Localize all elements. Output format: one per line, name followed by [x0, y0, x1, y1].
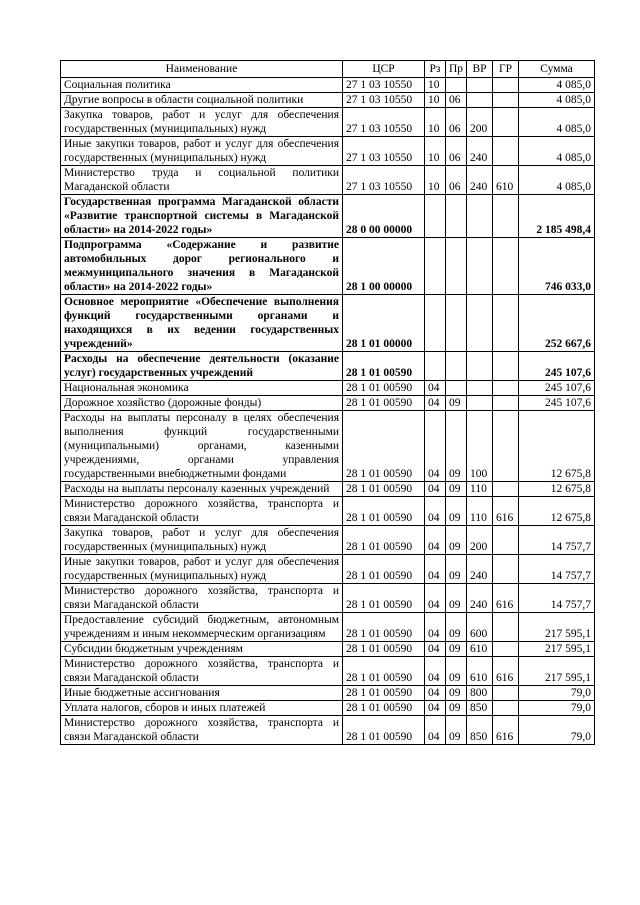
cell-sum: 4 085,0	[519, 78, 595, 93]
cell-sum: 79,0	[519, 716, 595, 745]
table-row	[61, 381, 595, 396]
cell-csr: 28 1 01 00590	[343, 497, 425, 526]
cell-rz	[425, 352, 446, 381]
cell-pr: 09	[446, 686, 467, 701]
cell-name: Министерство дорожного хозяйства, транспорта и связи Магаданской области	[61, 497, 343, 526]
cell-name: Министерство дорожного хозяйства, транспорта и связи Магаданской области	[61, 584, 343, 613]
cell-sum: 14 757,7	[519, 584, 595, 613]
cell-vr: 600	[467, 613, 493, 642]
cell-rz	[425, 238, 446, 295]
cell-rz: 04	[425, 613, 446, 642]
cell-sum: 217 595,1	[519, 613, 595, 642]
cell-pr: 09	[446, 555, 467, 584]
cell-vr: 850	[467, 701, 493, 716]
cell-csr: 28 1 01 00590	[343, 701, 425, 716]
cell-pr: 09	[446, 657, 467, 686]
cell-vr: 110	[467, 482, 493, 497]
cell-rz: 04	[425, 411, 446, 482]
cell-gr: 616	[493, 657, 519, 686]
table-row	[61, 78, 595, 93]
cell-pr: 09	[446, 411, 467, 482]
cell-csr: 28 1 01 00590	[343, 411, 425, 482]
cell-gr: 610	[493, 166, 519, 195]
cell-sum: 12 675,8	[519, 497, 595, 526]
cell-csr: 28 1 01 00590	[343, 352, 425, 381]
cell-rz: 04	[425, 701, 446, 716]
table-row	[61, 584, 595, 613]
cell-pr: 09	[446, 497, 467, 526]
cell-pr: 09	[446, 642, 467, 657]
cell-sum: 2 185 498,4	[519, 195, 595, 238]
cell-pr: 09	[446, 716, 467, 745]
cell-csr: 28 1 01 00590	[343, 584, 425, 613]
cell-gr	[493, 642, 519, 657]
cell-gr	[493, 195, 519, 238]
cell-rz: 10	[425, 108, 446, 137]
cell-sum: 245 107,6	[519, 352, 595, 381]
cell-vr: 240	[467, 584, 493, 613]
cell-name: Иные бюджетные ассигнования	[61, 686, 343, 701]
cell-pr: 09	[446, 613, 467, 642]
header-name: Наименование	[61, 61, 343, 78]
cell-vr: 610	[467, 657, 493, 686]
cell-name: Другие вопросы в области социальной политики	[61, 93, 343, 108]
cell-pr: 06	[446, 166, 467, 195]
table-row	[61, 396, 595, 411]
cell-vr: 240	[467, 555, 493, 584]
cell-gr: 616	[493, 716, 519, 745]
cell-csr: 28 1 01 00590	[343, 381, 425, 396]
table-row	[61, 93, 595, 108]
cell-gr	[493, 295, 519, 352]
cell-vr: 240	[467, 137, 493, 166]
cell-sum: 252 667,6	[519, 295, 595, 352]
cell-rz: 04	[425, 482, 446, 497]
cell-name: Расходы на выплаты персоналу в целях обеспечения выполнения функций государственными (муниципальными) органами, казенными учреждениями, органами управления государственными внебюджетными фондами	[61, 411, 343, 482]
table-row	[61, 686, 595, 701]
cell-vr: 850	[467, 716, 493, 745]
cell-gr	[493, 137, 519, 166]
cell-gr	[493, 613, 519, 642]
cell-pr	[446, 78, 467, 93]
cell-vr: 240	[467, 166, 493, 195]
cell-csr: 28 1 01 00590	[343, 555, 425, 584]
cell-rz: 04	[425, 657, 446, 686]
table-row	[61, 352, 595, 381]
cell-sum: 4 085,0	[519, 108, 595, 137]
cell-name: Социальная политика	[61, 78, 343, 93]
cell-sum: 245 107,6	[519, 396, 595, 411]
cell-rz: 04	[425, 497, 446, 526]
cell-csr: 28 1 01 00590	[343, 526, 425, 555]
cell-rz	[425, 195, 446, 238]
cell-pr: 09	[446, 482, 467, 497]
cell-rz: 04	[425, 642, 446, 657]
cell-name: Иные закупки товаров, работ и услуг для обеспечения государственных (муниципальных) нужд	[61, 555, 343, 584]
cell-pr	[446, 238, 467, 295]
cell-csr: 28 1 01 00590	[343, 686, 425, 701]
cell-pr	[446, 381, 467, 396]
cell-vr: 200	[467, 108, 493, 137]
cell-pr: 06	[446, 137, 467, 166]
cell-rz: 10	[425, 78, 446, 93]
cell-csr: 28 1 01 00590	[343, 642, 425, 657]
cell-vr: 800	[467, 686, 493, 701]
cell-vr	[467, 396, 493, 411]
cell-rz: 04	[425, 396, 446, 411]
cell-gr	[493, 701, 519, 716]
cell-csr: 28 1 01 00590	[343, 613, 425, 642]
cell-vr	[467, 93, 493, 108]
cell-sum: 12 675,8	[519, 482, 595, 497]
table-row	[61, 642, 595, 657]
cell-pr: 09	[446, 396, 467, 411]
cell-gr	[493, 108, 519, 137]
cell-vr	[467, 352, 493, 381]
cell-vr: 610	[467, 642, 493, 657]
table-header-row	[61, 61, 595, 78]
cell-csr: 27 1 03 10550	[343, 108, 425, 137]
header-pr: Пр	[446, 61, 467, 78]
cell-gr	[493, 352, 519, 381]
cell-sum: 217 595,1	[519, 657, 595, 686]
cell-csr: 28 1 01 00590	[343, 716, 425, 745]
cell-csr: 28 1 01 00000	[343, 295, 425, 352]
header-vr: ВР	[467, 61, 493, 78]
cell-name: Министерство труда и социальной политики Магаданской области	[61, 166, 343, 195]
table-row	[61, 701, 595, 716]
budget-table	[60, 60, 595, 745]
cell-gr	[493, 238, 519, 295]
cell-gr	[493, 686, 519, 701]
cell-sum: 12 675,8	[519, 411, 595, 482]
table-row	[61, 482, 595, 497]
cell-gr	[493, 411, 519, 482]
cell-sum: 746 033,0	[519, 238, 595, 295]
cell-vr	[467, 295, 493, 352]
cell-rz: 10	[425, 137, 446, 166]
table-row	[61, 238, 595, 295]
cell-vr: 100	[467, 411, 493, 482]
cell-csr: 28 0 00 00000	[343, 195, 425, 238]
cell-name: Предоставление субсидий бюджетным, автономным учреждениям и иным некоммерческим организациям	[61, 613, 343, 642]
header-gr: ГР	[493, 61, 519, 78]
table-row	[61, 526, 595, 555]
cell-sum: 14 757,7	[519, 526, 595, 555]
table-row	[61, 497, 595, 526]
cell-vr: 200	[467, 526, 493, 555]
cell-rz: 04	[425, 686, 446, 701]
cell-pr: 09	[446, 701, 467, 716]
cell-sum: 79,0	[519, 701, 595, 716]
cell-csr: 28 1 01 00590	[343, 482, 425, 497]
cell-rz: 04	[425, 716, 446, 745]
table-body	[61, 78, 595, 745]
cell-name: Государственная программа Магаданской области «Развитие транспортной системы в Магаданской области» на 2014-2022 годы»	[61, 195, 343, 238]
cell-gr	[493, 93, 519, 108]
cell-csr: 28 1 00 00000	[343, 238, 425, 295]
cell-rz: 04	[425, 526, 446, 555]
table-row	[61, 613, 595, 642]
cell-name: Закупка товаров, работ и услуг для обеспечения государственных (муниципальных) нужд	[61, 108, 343, 137]
cell-vr: 110	[467, 497, 493, 526]
table-row	[61, 716, 595, 745]
cell-pr	[446, 295, 467, 352]
cell-gr: 616	[493, 497, 519, 526]
cell-name: Министерство дорожного хозяйства, транспорта и связи Магаданской области	[61, 657, 343, 686]
header-csr: ЦСР	[343, 61, 425, 78]
cell-name: Субсидии бюджетным учреждениям	[61, 642, 343, 657]
cell-rz: 04	[425, 584, 446, 613]
cell-csr: 28 1 01 00590	[343, 396, 425, 411]
table-row	[61, 411, 595, 482]
table-row	[61, 295, 595, 352]
cell-pr: 06	[446, 108, 467, 137]
cell-vr	[467, 195, 493, 238]
cell-name: Закупка товаров, работ и услуг для обеспечения государственных (муниципальных) нужд	[61, 526, 343, 555]
cell-name: Расходы на выплаты персоналу казенных учреждений	[61, 482, 343, 497]
cell-pr	[446, 195, 467, 238]
cell-gr: 616	[493, 584, 519, 613]
header-sum: Сумма	[519, 61, 595, 78]
cell-name: Национальная экономика	[61, 381, 343, 396]
table-row	[61, 555, 595, 584]
cell-sum: 79,0	[519, 686, 595, 701]
cell-csr: 27 1 03 10550	[343, 78, 425, 93]
cell-pr: 06	[446, 93, 467, 108]
cell-csr: 27 1 03 10550	[343, 137, 425, 166]
cell-csr: 27 1 03 10550	[343, 93, 425, 108]
table-row	[61, 108, 595, 137]
cell-name: Уплата налогов, сборов и иных платежей	[61, 701, 343, 716]
cell-gr	[493, 381, 519, 396]
cell-rz: 04	[425, 381, 446, 396]
cell-sum: 4 085,0	[519, 137, 595, 166]
cell-rz: 04	[425, 555, 446, 584]
cell-sum: 4 085,0	[519, 166, 595, 195]
cell-rz	[425, 295, 446, 352]
cell-name: Дорожное хозяйство (дорожные фонды)	[61, 396, 343, 411]
cell-pr: 09	[446, 526, 467, 555]
cell-gr	[493, 482, 519, 497]
cell-gr	[493, 555, 519, 584]
cell-name: Основное мероприятие «Обеспечение выполнения функций государственными органами и находящихся в их ведении государственных учреждений»	[61, 295, 343, 352]
table-row	[61, 657, 595, 686]
cell-name: Министерство дорожного хозяйства, транспорта и связи Магаданской области	[61, 716, 343, 745]
cell-csr: 27 1 03 10550	[343, 166, 425, 195]
cell-pr	[446, 352, 467, 381]
table-row	[61, 195, 595, 238]
cell-name: Иные закупки товаров, работ и услуг для обеспечения государственных (муниципальных) нужд	[61, 137, 343, 166]
table-row	[61, 166, 595, 195]
cell-gr	[493, 526, 519, 555]
cell-gr	[493, 396, 519, 411]
cell-name: Подпрограмма «Содержание и развитие автомобильных дорог регионального и межмуниципального значения в Магаданской области» на 2014-2022 годы»	[61, 238, 343, 295]
cell-sum: 14 757,7	[519, 555, 595, 584]
cell-sum: 245 107,6	[519, 381, 595, 396]
table-row	[61, 137, 595, 166]
cell-pr: 09	[446, 584, 467, 613]
cell-gr	[493, 78, 519, 93]
cell-rz: 10	[425, 93, 446, 108]
cell-vr	[467, 381, 493, 396]
cell-vr	[467, 238, 493, 295]
cell-sum: 4 085,0	[519, 93, 595, 108]
cell-rz: 10	[425, 166, 446, 195]
cell-name: Расходы на обеспечение деятельности (оказание услуг) государственных учреждений	[61, 352, 343, 381]
cell-csr: 28 1 01 00590	[343, 657, 425, 686]
cell-vr	[467, 78, 493, 93]
cell-sum: 217 595,1	[519, 642, 595, 657]
header-rz: Рз	[425, 61, 446, 78]
